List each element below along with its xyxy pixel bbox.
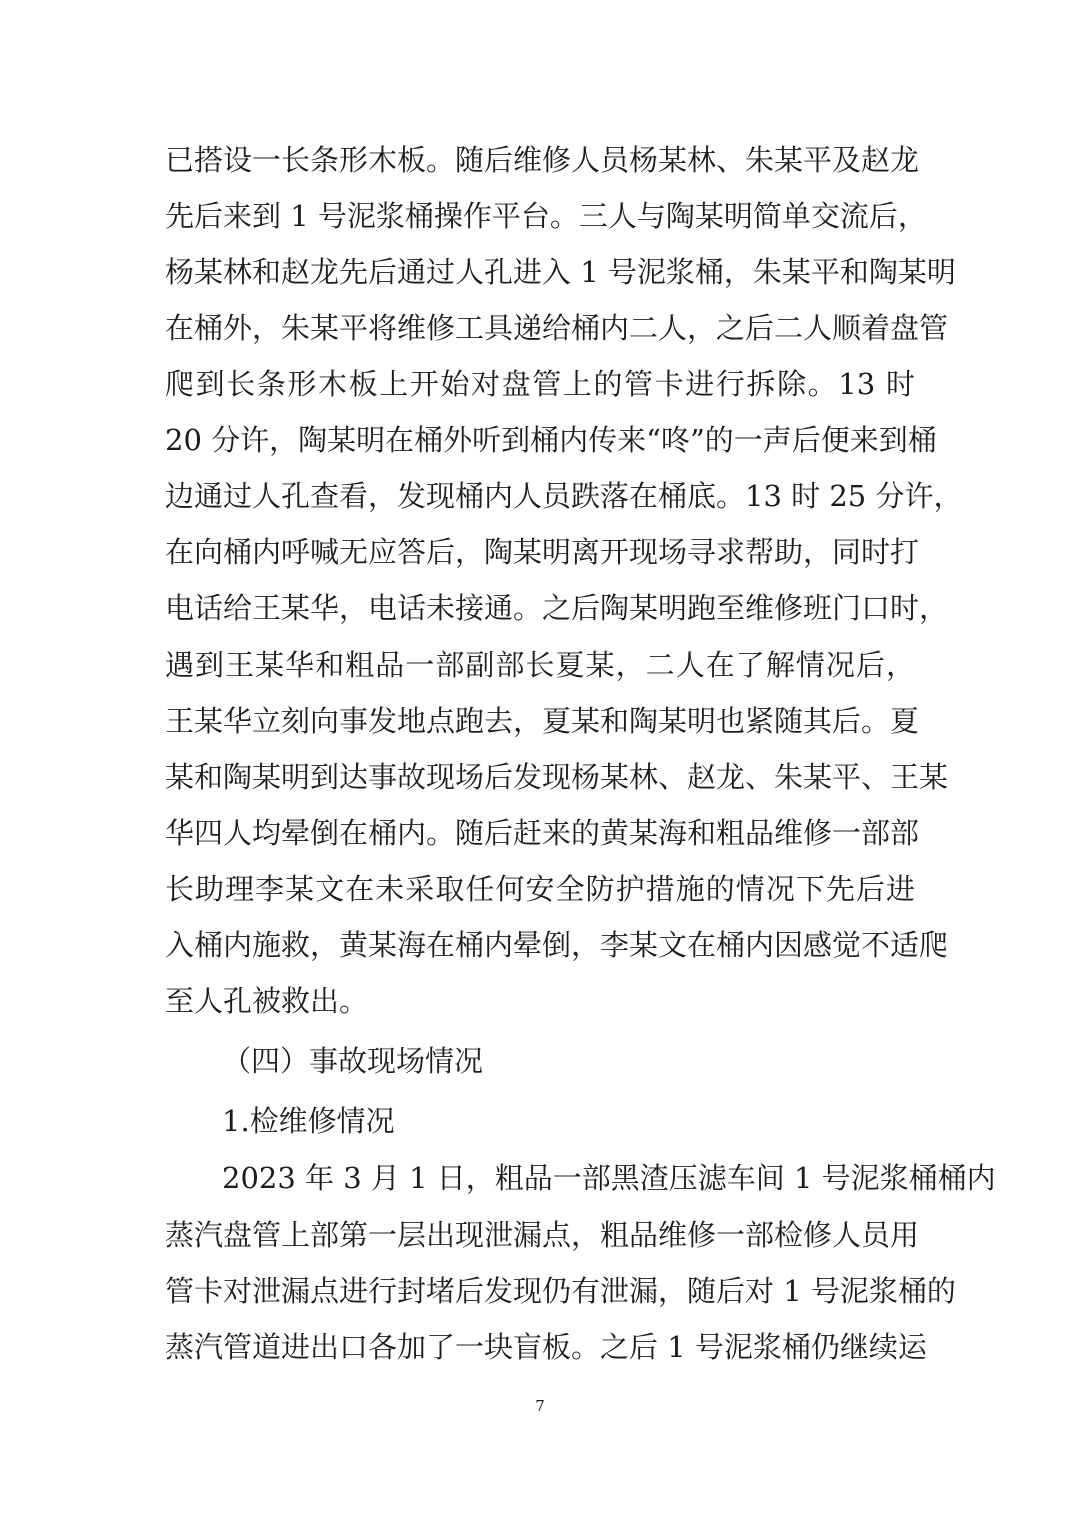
body-text-line: 某和陶某明到达事故现场后发现杨某林、赵龙、朱某平、王某 [165, 760, 949, 794]
body-text-line: 长助理李某文在未采取任何安全防护措施的情况下先后进 [165, 872, 915, 906]
body-text-line: 在向桶内呼喊无应答后，陶某明离开现场寻求帮助，同时打 [165, 535, 920, 569]
body-text-line: 遇到王某华和粗品一部副部长夏某，二人在了解情况后， [165, 648, 915, 682]
page-number: 7 [535, 1397, 545, 1415]
body-text-line: 华四人均晕倒在桶内。随后赶来的黄某海和粗品维修一部部 [165, 816, 920, 850]
body-text-line: 蒸汽管道进出口各加了一块盲板。之后 1 号泥浆桶仍继续运 [165, 1330, 927, 1364]
body-text-line: 管卡对泄漏点进行封堵后发现仍有泄漏，随后对 1 号泥浆桶的 [165, 1274, 956, 1308]
body-text-line: 电话给王某华，电话未接通。之后陶某明跑至维修班门口时， [165, 591, 949, 625]
body-text-line: 已搭设一长条形木板。随后维修人员杨某林、朱某平及赵龙 [165, 143, 920, 177]
section-heading: （四）事故现场情况 [222, 1044, 484, 1078]
body-text-line: 蒸汽盘管上部第一层出现泄漏点，粗品维修一部检修人员用 [165, 1218, 920, 1252]
body-text-line: 王某华立刻向事发地点跑去，夏某和陶某明也紧随其后。夏 [165, 704, 920, 738]
body-text-line: 在桶外，朱某平将维修工具递给桶内二人，之后二人顺着盘管 [165, 311, 949, 345]
body-text-line: 入桶内施救，黄某海在桶内晕倒，李某文在桶内因感觉不适爬 [165, 928, 949, 962]
body-text-line: 爬到长条形木板上开始对盘管上的管卡进行拆除。13 时 [165, 367, 915, 401]
body-text-line: 先后来到 1 号泥浆桶操作平台。三人与陶某明简单交流后， [165, 199, 927, 233]
body-text-line: 2023 年 3 月 1 日，粗品一部黑渣压滤车间 1 号泥浆桶桶内 [222, 1161, 996, 1195]
subsection-heading: 1.检维修情况 [222, 1104, 395, 1138]
body-text-line: 边通过人孔查看，发现桶内人员跌落在桶底。13 时 25 分许， [165, 479, 963, 513]
body-text-line: 杨某林和赵龙先后通过人孔进入 1 号泥浆桶，朱某平和陶某明 [165, 255, 956, 289]
body-text-line: 20 分许，陶某明在桶外听到桶内传来“咚”的一声后便来到桶 [165, 423, 937, 457]
body-text-line: 至人孔被救出。 [165, 984, 369, 1018]
